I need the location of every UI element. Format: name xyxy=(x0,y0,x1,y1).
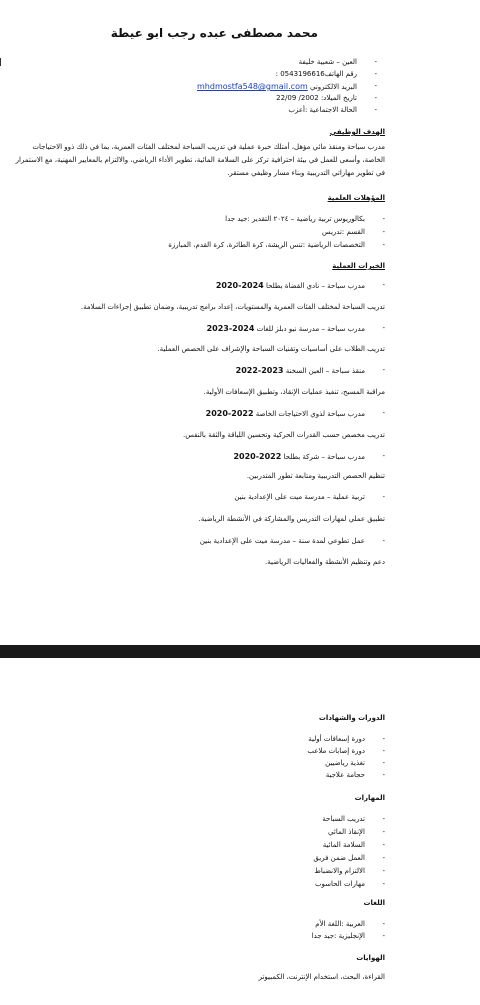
candidate-name: محمد مصطفى عبده رجب ابو عيطة xyxy=(110,26,318,40)
experience-desc: دعم وتنظيم الأنشطة والفعاليات الرياضية. xyxy=(265,558,385,566)
contact-email-row xyxy=(197,82,357,92)
skill-item: - مهارات الحاسوب xyxy=(315,880,365,889)
skill-item: - الالتزام والانضباط xyxy=(314,867,365,876)
course-item: - حجامة علاجية xyxy=(326,771,365,780)
skill-item: - تدريب السباحة xyxy=(322,815,365,824)
experience-title-row xyxy=(216,281,365,291)
experience-title-row xyxy=(234,493,365,502)
contact-marital: - الحالة الاجتماعية :أعزب xyxy=(288,106,357,115)
contact-email-label: البريد الالكتروني xyxy=(310,83,357,91)
experience-years: 2024-2020 xyxy=(215,281,264,290)
experience-desc: تدريب السباحة لمختلف الفئات العمرية والمستويات، إعداد برامج تدريبية، وضمان تطبيق إجراءات السلامة. xyxy=(80,303,385,311)
experience-title: تربية عملية – مدرسة ميت على الإعدادية بنين xyxy=(234,493,365,501)
language-item: - العربية :اللغة الأم xyxy=(315,920,365,929)
experience-title-row xyxy=(236,366,365,376)
course-item: - دورة إسعافات أولية xyxy=(308,735,365,744)
experience-years: 2023-2022 xyxy=(235,366,284,375)
education-item: - بكالوريوس تربية رياضية – ٢٠٢٤ التقدير :جيد جدا xyxy=(225,215,365,224)
education-item: - القسم :تدريس xyxy=(322,228,365,237)
experience-title-row xyxy=(206,409,365,419)
experience-title: مدرب سباحة – شركة بطلحا xyxy=(283,453,365,461)
hobbies-text: القراءة، البحث، استخدام الإنترنت، الكمبيوتر xyxy=(258,973,385,981)
language-item: - الإنجليزية :جيد جدا xyxy=(312,932,365,941)
experience-title: مدرب سباحة – نادي القضاة بطلحا xyxy=(265,282,365,290)
section-heading-languages: اللغات xyxy=(363,899,385,907)
skill-item: - العمل ضمن فريق xyxy=(313,854,365,863)
section-heading-courses: الدورات والشهادات xyxy=(318,714,385,722)
course-item: - تغذية رياضيين xyxy=(325,759,365,768)
experience-title-row xyxy=(200,537,365,546)
experience-title-row xyxy=(207,324,365,334)
section-heading-hobbies: الهوايات xyxy=(356,954,385,962)
experience-title: مدرب سباحة – مدرسة نيو دبلز للغات xyxy=(256,325,365,333)
skill-item: - الإنقاذ المائي xyxy=(328,828,365,837)
experience-title: عمل تطوعي لمدة سنة – مدرسة ميت على الإعدادية بنين xyxy=(199,537,365,545)
section-heading-skills: المهارات xyxy=(354,794,385,802)
experience-desc: مراقبة المسبح، تنفيذ عمليات الإنقاذ، وتطبيق الإسعافات الأولية. xyxy=(203,388,385,396)
education-item: - التخصصات الرياضية :تنس الريشة، كرة الطائرة، كرة القدم، المبارزة xyxy=(168,241,365,250)
contact-phone: - رقم الهاتف0543196616 : xyxy=(276,70,357,79)
skill-item: - السلامة المائية xyxy=(323,841,365,850)
section-heading-education: المؤهلات العلمية xyxy=(327,194,385,202)
contact-address: - العين – شعبية خليفة xyxy=(299,58,357,67)
experience-years: 2024-2023 xyxy=(206,324,255,333)
section-heading-experience: الخبرات العملية xyxy=(332,262,385,270)
experience-years: 2022-2020 xyxy=(233,452,282,461)
experience-title-row xyxy=(233,452,365,462)
experience-desc: تطبيق عملي لمهارات التدريس والمشاركة في الأنشطة الرياضية. xyxy=(198,515,385,523)
experience-desc: تنظيم الحصص التدريبية ومتابعة تطور المتدربين. xyxy=(246,472,385,480)
resume-page-2 xyxy=(0,658,480,1005)
experience-title: منقذ سباحة – العين السخنة xyxy=(285,367,365,375)
contact-email-link[interactable]: mhdmostfa548@gmail.com xyxy=(197,82,308,91)
contact-dob: - تاريخ الميلاد: 2002/ 22/09 xyxy=(276,94,357,103)
experience-desc: تدريب الطلاب على أساسيات وتقنيات السباحة والإشراف على الحصص العملية. xyxy=(157,345,385,353)
experience-desc: تدريب مخصص حسب القدرات الحركية وتحسين اللياقة والثقة بالنفس. xyxy=(182,431,385,439)
course-item: - دورة إصابات ملاعب xyxy=(307,747,365,756)
section-heading-objective: الهدف الوظيفي xyxy=(329,128,385,136)
page-edge-mark xyxy=(0,58,1,66)
experience-years: 2022-2020 xyxy=(205,409,254,418)
page-break-band xyxy=(0,645,480,658)
experience-title: مدرب سباحة لذوي الاحتياجات الخاصة xyxy=(255,410,365,418)
objective-text: مدرب سباحة ومنقذ مائي مؤهل، أمتلك خبرة عملية في تدريب السباحة لمختلف الفئات العمرية، بما في ذلك ذوو الاحتياجات الخاصة، وأسعى للعمل في بيئة احترافية تركز على السلامة المائية، تطوير الأداء الرياضي، والالتزام بالمعايير المهنية، مع الاستمرار في تطوير مهاراتي التدريبية وبناء مسار وظيفي مستقر. xyxy=(15,143,385,177)
